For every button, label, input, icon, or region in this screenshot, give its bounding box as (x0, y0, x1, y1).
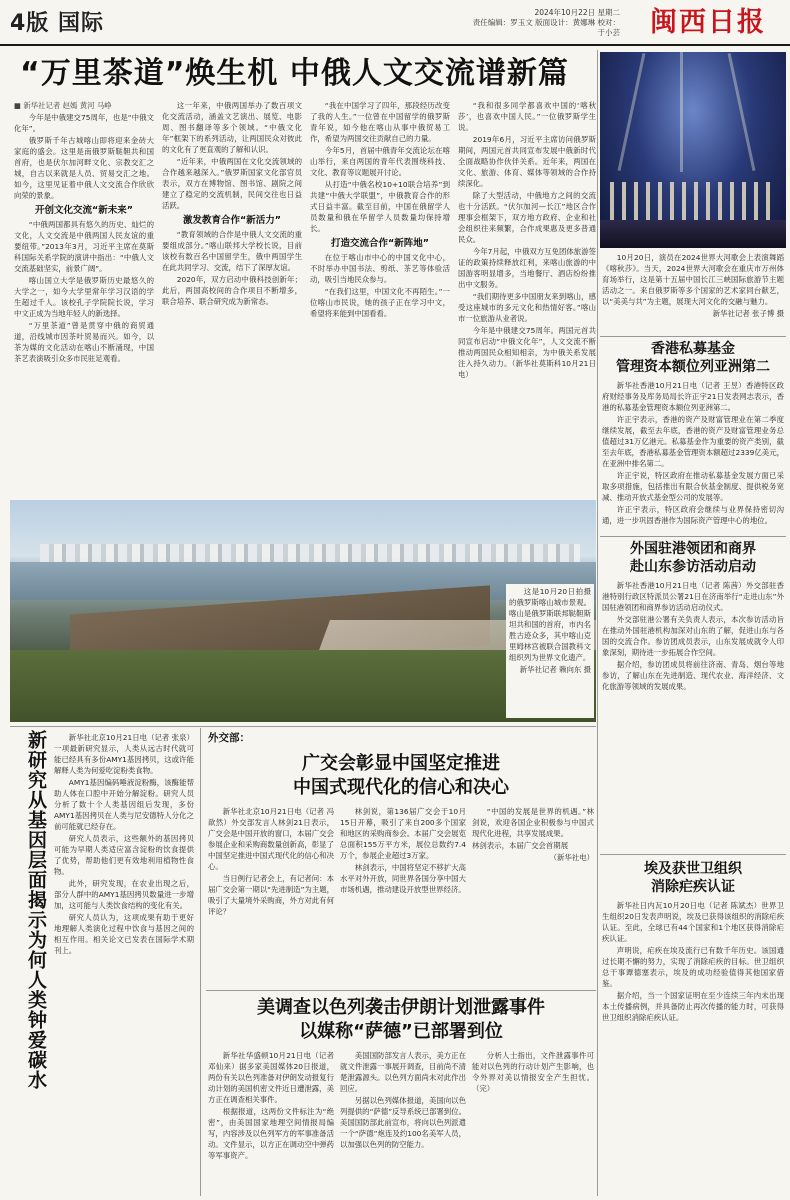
paragraph: 今年7月起，中俄双方互免团体旅游签证的政策持续释放红利，来喀山旅游的中国游客明显增多，当地餐厅、酒店纷纷推出中文服务。 (458, 247, 596, 289)
section-name: 国际 (57, 11, 104, 36)
us-headline (206, 996, 596, 1044)
headline-line: 管理资本额位列亚洲第二 (616, 359, 770, 375)
hk-story-body (602, 380, 784, 532)
lead-headline: “万里茶道”焕生机 中俄人文交流谱新篇 (20, 56, 569, 91)
divider (600, 336, 786, 337)
divider (600, 536, 786, 537)
us-story-col-2 (340, 1050, 466, 1196)
page-number: 4版 (10, 11, 50, 36)
consulates-headline (600, 540, 786, 576)
paragraph: 新华社香港10月21日电（记者 王昱）香港特区政府财经事务及库务局局长许正宇21日发表网志表示，香港的私募基金管理资本额位列亚洲第二。 (602, 381, 784, 412)
paragraph: 据介绍，参访团成员将前往济南、青岛、烟台等地参访，了解山东在先进制造、现代农业、海洋经济、文化旅游等领域的发展成果。 (602, 660, 784, 691)
divider (10, 726, 596, 727)
paragraph: “我们期待更多中国朋友来到喀山，感受这座城市的多元文化和热情好客。”喀山市一位旅游从业者说。 (458, 292, 596, 323)
photo-credit: 新华社记者 赖向东 摄 (519, 665, 591, 674)
editor-line: 责任编辑：罗玉文 版面设计：黄娜琳 校对：于小芸 (472, 18, 620, 37)
paragraph: 据介绍，当一个国家证明在至少连续三年内未出现本土传播病例，并具备防止再次传播的能力时，可获得世卫组织消除疟疾认证。 (602, 991, 784, 1022)
paragraph: 新华社北京10月21日电（记者 张泉）一项最新研究显示，人类从远古时代就可能已经具有多份AMY1基因拷贝，这或许能解释人类为何爱吃淀粉类食物。 (54, 733, 194, 775)
column-rule (200, 728, 201, 1196)
paragraph: 在位于喀山市中心的中国文化中心，不时举办中国书法、剪纸、茶艺等体验活动，吸引当地民众参与。 (310, 253, 450, 284)
paragraph: 除了大型活动，中俄地方之间的交流也十分活跃。“伏尔加河—长江”地区合作理事会框架下，双方地方政府、企业和社会组织往来频繁，合作成果惠及更多普通民众。 (458, 191, 596, 244)
paragraph: 声明说，疟疾在埃及流行已有数千年历史。该国通过长期不懈的努力，实现了消除疟疾的目标。世卫组织总干事谭德塞表示，埃及的成功经验值得其他国家借鉴。 (602, 946, 784, 988)
photo-credit: 新华社记者 张子博 摄 (712, 309, 784, 318)
egypt-story-body (602, 900, 784, 1194)
paragraph: 新华社香港10月21日电（记者 陈茜）外交部驻香港特别行政区特派员公署21日在济南举行“走进山东”外国驻港领团和商界参访活动启动仪式。 (602, 581, 784, 612)
paragraph: 研究人员认为，这项成果有助于更好地理解人类演化过程中饮食与基因之间的相互作用。相关论文已发表在国际学术期刊上。 (54, 913, 194, 955)
credit-line: 林剑表示，本届广交会首期展 (472, 841, 569, 850)
us-story-col-3 (472, 1050, 594, 1196)
paragraph: 许正宇表示，香港的资产及财富管理业在第二季度继续发展，截至去年底，香港的资产及财富管理业务总值超过31万亿港元。私募基金作为重要的资产类别，截至去年底，香港私募基金管理资本额超过2339亿美元，在亚洲中排名第二。 (602, 415, 784, 468)
us-story-col-1 (208, 1050, 334, 1196)
paragraph: 林剑表示，中国将坚定不移扩大高水平对外开放，同世界各国分享中国大市场机遇，推动建设开放型世界经济。 (340, 863, 466, 894)
headline-line: 消除疟疾认证 (651, 879, 735, 895)
paragraph: 另据以色列媒体报道，美国向以色列提供的“萨德”反导系统已部署到位。美国国防部此前宣布，将向以色列派遣一个“萨德”炮连及约100名美军人员，以加强以色列的防空能力。 (340, 1096, 466, 1149)
paragraph: “教育领域的合作是中俄人文交流的重要组成部分。”喀山联邦大学校长说，目前该校有数百名中国留学生，俄中两国学生在此共同学习、交流，结下了深厚友谊。 (162, 230, 302, 272)
headline-line: 以媒称“萨德”已部署到位 (299, 1021, 503, 1042)
fm-story-col-3 (472, 806, 594, 986)
paragraph: “在我们这里，中国文化不再陌生。”一位喀山市民说，她的孩子正在学习中文，希望将来能到中国看看。 (310, 287, 450, 318)
caption-text: 这是10月20日拍摄的俄罗斯喀山城市景观。喀山是俄罗斯联邦鞑靼斯坦共和国的首府，市内名胜古迹众多，其中喀山克里姆林宫被联合国教科文组织列为世界文化遗产。 (509, 587, 591, 662)
egypt-headline (600, 860, 786, 896)
paragraph: 俄罗斯千年古城喀山即将迎来金砖大家庭的盛会。这里是南俄罗斯鞑靼共和国首府，也是伏尔加河畔文化、宗教交汇之城，自古以来就是人员、贸易交汇之地。如今，这里见证着中俄人文交流合作欣欣向荣的景象。 (14, 136, 154, 200)
issue-meta (470, 8, 620, 38)
hk-headline (600, 340, 786, 376)
column-rule (597, 50, 598, 1196)
headline-line: 美调查以色列袭击伊朗计划泄露事件 (257, 997, 545, 1018)
stage-photo-caption (602, 252, 784, 332)
gene-story-body (54, 732, 194, 1194)
fm-story-col-2 (340, 806, 466, 986)
fm-headline (206, 752, 596, 800)
paragraph: “我和很多同学都喜欢中国的‘喀秋莎’，也喜欢中国人民。”一位俄罗斯学生说。 (458, 101, 596, 132)
paper-logo: 闽西日报 (650, 7, 766, 38)
paragraph: 此外，研究发现，在农业出现之后，部分人群中的AMY1基因拷贝数量进一步增加，这可能与人类饮食结构的变化有关。 (54, 879, 194, 910)
paragraph: 当日例行记者会上，有记者问：本届广交会第一期以“先进制造”为主题，吸引了大量境外采购商，外方对此有何评论？ (208, 874, 334, 916)
lead-column-3 (310, 100, 450, 494)
lead-column-2 (162, 100, 302, 494)
paragraph: 今年是中俄建交75周年。两国元首共同宣布启动“中俄文化年”，人文交流不断推动两国民众相知相亲，为中俄关系发展注入持久动力。（新华社莫斯科10月21日电） (458, 326, 596, 379)
headline-line: 外国驻港领团和商界 (630, 541, 756, 557)
paragraph: “中俄两国都具有悠久的历史、灿烂的文化，人文交流是中俄两国人民友谊的重要纽带。”2013年3月，习近平主席在莫斯科国际关系学院的演讲中指出：“中俄人文交流基础坚实，前景广阔”。 (14, 220, 154, 273)
paragraph: 2020年，双方启动中俄科技创新年；此后，两国高校间的合作项目不断增多，联合培养、联合研究成为新常态。 (162, 275, 302, 306)
issue-date: 2024年10月22日 星期二 (534, 8, 620, 17)
lead-column-4 (458, 100, 596, 494)
paragraph: “万里茶道”曾是贯穿中俄的商贸通道，沿线城市因茶叶贸易而兴。如今，以茶为媒的文化活动在喀山不断涌现，中国茶艺表演吸引众多市民驻足观看。 (14, 321, 154, 363)
paragraph: “近年来，中俄两国在文化交流领域的合作越来越深入。”俄罗斯国家文化部官员表示，双方在博物馆、图书馆、剧院之间建立了稳定的交流机制，民间交往也日益活跃。 (162, 157, 302, 210)
paragraph: 这一年来，中俄两国举办了数百项文化交流活动，涵盖文艺演出、展览、电影周、图书翻译等多个领域。“中俄文化年”框架下的系列活动，让两国民众对彼此的文化有了更直观的了解和认识。 (162, 101, 302, 154)
headline-line: 香港私募基金 (651, 341, 735, 357)
subheading: 激发教育合作“新活力” (183, 215, 281, 226)
headline-line: 广交会彰显中国坚定推进 (302, 753, 500, 774)
subheading: 打造交流合作“新阵地” (331, 238, 429, 249)
paragraph: 林剑说，第136届广交会于10月15日开幕，吸引了来自200多个国家和地区的采购商参会。本届广交会展览总面积155万平方米，展位总数约7.4万个，参展企业超过3万家。 (340, 807, 466, 860)
divider (206, 990, 596, 991)
paragraph: 新华社北京10月21日电（记者 冯歆然）外交部发言人林剑21日表示，广交会是中国开放的窗口，本届广交会参展企业和采购商数量创新高，彰显了中国坚定推进中国式现代化的信心和决心。 (208, 807, 334, 871)
paragraph: 喀山国立大学是俄罗斯历史最悠久的大学之一，如今大学里常年学习汉语的学生超过千人。该校孔子学院院长说，学习中文正成为当地年轻人的新选择。 (14, 276, 154, 318)
paragraph: 美国国防部发言人表示，美方正在就文件泄露一事展开调查，目前尚不清楚泄露源头。以色列方面尚未对此作出回应。 (340, 1051, 466, 1093)
paragraph: “我在中国学习了四年，那段经历改变了我的人生。”一位曾在中国留学的俄罗斯青年说，如今他在喀山从事中俄贸易工作，希望为两国交往贡献自己的力量。 (310, 101, 450, 143)
lead-byline: ■ 新华社记者 赵嫣 黄河 马峥 (14, 101, 112, 110)
fm-label: 外交部： (208, 732, 250, 744)
paragraph: 根据报道，这两份文件标注为“绝密”，由美国国家地理空间情报局编写，内容涉及以色列军方的军事准备活动。文件显示，以方正在调动空中弹药等军事资产。 (208, 1107, 334, 1160)
paragraph: “中国的发展是世界的机遇。”林剑说，欢迎各国企业积极参与中国式现代化进程，共享发展成果。 (472, 807, 594, 838)
paragraph: 今年是中俄建交75周年，也是“中俄文化年”。 (14, 113, 154, 133)
paragraph: 新华社华盛顿10月21日电（记者 邓仙来）据多家美国媒体20日报道，两份有关以色列准备对伊朗发动报复行动计划的美国机密文件近日遭泄露，美方正在调查相关事件。 (208, 1051, 334, 1104)
paragraph: AMY1基因编码唾液淀粉酶，该酶能帮助人体在口腔中开始分解淀粉。研究人员分析了数十个人类基因组后发现，多份AMY1基因拷贝在人类与尼安德特人分化之前可能就已经存在。 (54, 778, 194, 831)
dateline-footnote: （新华社电） (549, 853, 594, 862)
caption-text: 10月20日，演员在2024世界大河歌会上表演舞蹈《喀秋莎》。当天，2024世界大河歌会在重庆市万州体育场举行，这是第十五届中国长江三峡国际旅游节主题活动之一。来自俄罗斯等多个国家的艺术家同台献艺，以“美美与共”为主题，展现大河文化的交融与魅力。 (602, 253, 784, 306)
paragraph: 研究人员表示，这些额外的基因拷贝可能为早期人类适应富含淀粉的饮食提供了优势，帮助他们更有效地利用植物性食物。 (54, 834, 194, 876)
paragraph: 外交部驻港公署有关负责人表示，本次参访活动旨在推动外国驻港机构加深对山东的了解，促进山东与各国的交流合作。参访团成员表示，山东发展成就令人印象深刻，期待进一步拓展合作空间。 (602, 615, 784, 657)
lead-column-1 (14, 100, 154, 494)
headline-line: 赴山东参访活动启动 (630, 559, 756, 575)
divider (600, 854, 786, 855)
stage-photo (600, 52, 786, 248)
paragraph: 许正宇表示，特区政府会继续与业界保持密切沟通，进一步巩固香港作为国际资产管理中心的地位。 (602, 505, 784, 525)
headline-line: 中国式现代化的信心和决心 (293, 777, 509, 798)
masthead (0, 0, 790, 46)
consulates-story-body (602, 580, 784, 850)
gene-headline: 新研究从基因层面揭示为何人类钟爱碳水 (25, 730, 47, 1090)
paragraph: 新华社日内瓦10月20日电（记者 陈斌杰）世界卫生组织20日发表声明说，埃及已获得该组织的消除疟疾认证。至此，全球已有44个国家和1个地区获得消除疟疾认证。 (602, 901, 784, 943)
paragraph: 许正宇说，特区政府在推动私募基金发展方面已采取多项措施，包括推出有限合伙基金制度、提供税务宽减、推动开放式基金型公司的发展等。 (602, 471, 784, 502)
headline-line: 埃及获世卫组织 (644, 861, 742, 877)
page-section-label (10, 6, 104, 37)
river-photo-caption (506, 584, 594, 718)
paragraph: 今年5月，首届中俄青年交流论坛在喀山举行，来自两国的青年代表围绕科技、文化、教育等议题展开讨论。 (310, 146, 450, 177)
subheading: 开创文化交流“新未来” (35, 205, 133, 216)
fm-story-col-1 (208, 806, 334, 986)
paragraph: 从打造“中俄名校10+10联合培养”到共建“中俄大学联盟”，中俄教育合作的形式日益丰富。截至目前，中国在俄留学人员数量和俄在华留学人员数量均保持增长。 (310, 180, 450, 233)
paragraph: 2019年6月，习近平主席访问俄罗斯期间，两国元首共同宣布发展中俄新时代全面战略协作伙伴关系。近年来，两国在文化、旅游、体育、媒体等领域的合作持续深化。 (458, 135, 596, 188)
paragraph: 分析人士指出，文件泄露事件可能对以色列的行动计划产生影响，也令外界对美以情报安全产生担忧。（完） (472, 1051, 594, 1093)
